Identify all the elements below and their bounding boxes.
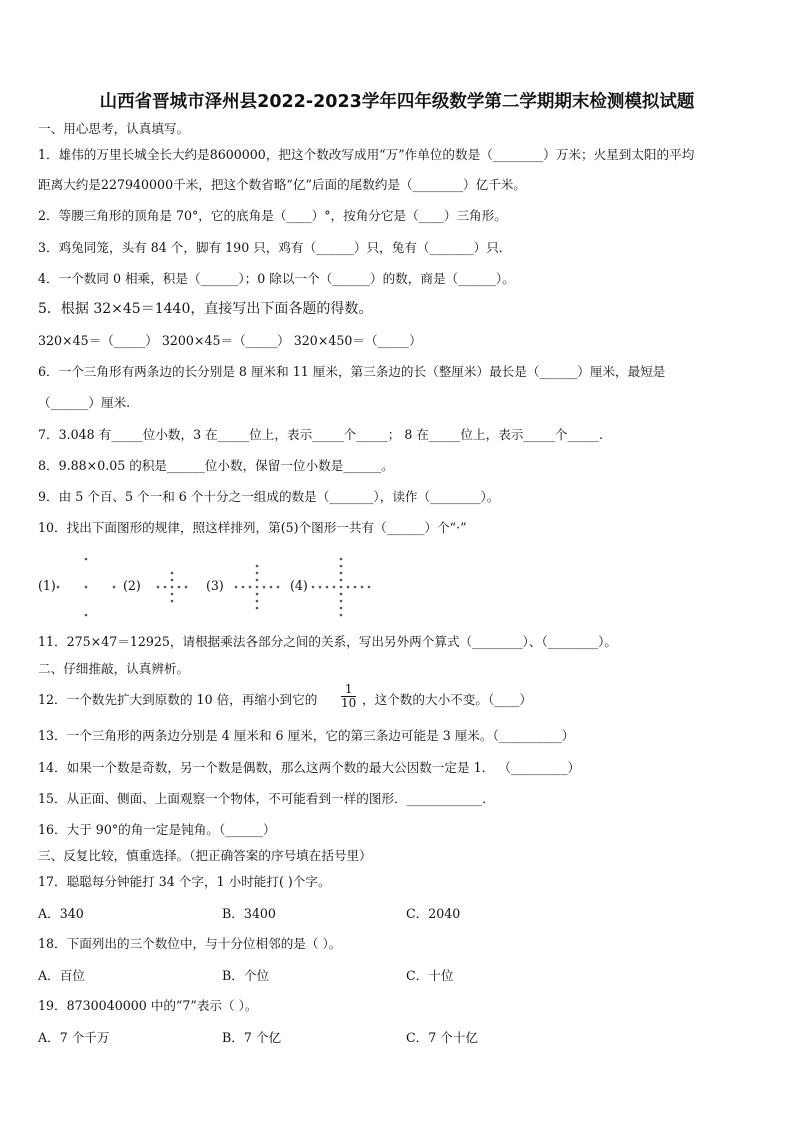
pattern-dot bbox=[164, 586, 167, 589]
pattern-dot bbox=[340, 572, 343, 575]
pattern-dot bbox=[270, 586, 273, 589]
pattern-dot bbox=[354, 586, 357, 589]
question-19-option-b[interactable]: B．7 个亿 bbox=[222, 1030, 282, 1045]
question-16: 16．大于 90°的角一定是钝角。（______） bbox=[38, 822, 276, 837]
pattern-dot bbox=[340, 558, 343, 561]
pattern-dot bbox=[242, 586, 245, 589]
pattern-dot bbox=[171, 593, 174, 596]
question-18-option-c[interactable]: C．十位 bbox=[406, 968, 454, 983]
question-12-text: 12．一个数先扩大到原数的 10 倍，再缩小到它的 bbox=[38, 692, 318, 707]
fraction-one-tenth bbox=[341, 683, 356, 710]
fraction-numerator: 1 bbox=[341, 683, 356, 697]
pattern-dot bbox=[319, 586, 322, 589]
pattern-dot bbox=[340, 565, 343, 568]
pattern-dot bbox=[340, 586, 343, 589]
pattern-dot bbox=[256, 607, 259, 610]
question-1-line-2: 距离大约是227940000千米，把这个数省略“亿”后面的尾数约是（________）亿千米。 bbox=[38, 177, 526, 192]
pattern-dot bbox=[256, 600, 259, 603]
question-5-line-2: 320×45＝（_____） 3200×45＝（_____） 320×450＝（_____） bbox=[38, 333, 422, 348]
question-9: 9．由 5 个百、5 个一和 6 个十分之一组成的数是（_______），读作（________）。 bbox=[38, 489, 500, 504]
question-15: 15．从正面、侧面、上面观察一个物体，不可能看到一样的图形．____________． bbox=[38, 791, 495, 806]
question-12-tail: ，这个数的大小不变。（____） bbox=[362, 692, 533, 707]
fraction-denominator: 10 bbox=[341, 696, 357, 710]
pattern-dot bbox=[340, 600, 343, 603]
question-17-option-a[interactable]: A．340 bbox=[38, 906, 84, 921]
pattern-dot bbox=[171, 572, 174, 575]
question-19-option-a[interactable]: A．7 个千万 bbox=[38, 1030, 110, 1045]
question-17: 17．聪聪每分钟能打 34 个字，1 小时能打( )个字。 bbox=[38, 874, 331, 889]
pattern-dot bbox=[340, 614, 343, 617]
pattern-dot bbox=[235, 586, 238, 589]
question-3: 3．鸡兔同笼，头有 84 个，脚有 190 只，鸡有（______）只，兔有（_______）只． bbox=[38, 240, 512, 255]
pattern-dot bbox=[249, 586, 252, 589]
pattern-dot bbox=[361, 586, 364, 589]
pattern-dot bbox=[368, 586, 371, 589]
question-14: 14．如果一个数是奇数，另一个数是偶数，那么这两个数的最大公因数一定是 1． （_________） bbox=[38, 760, 581, 775]
pattern-dot bbox=[57, 586, 60, 589]
pattern-label-1: (1) bbox=[38, 578, 56, 593]
section-heading-3: 三、反复比较，慎重选择。（把正确答案的序号填在括号里） bbox=[38, 848, 372, 863]
pattern-dot bbox=[340, 579, 343, 582]
question-4: 4．一个数同 0 相乘，积是（______）；0 除以一个（______）的数，商是（______）。 bbox=[38, 271, 515, 286]
pattern-dot bbox=[171, 579, 174, 582]
question-1-line-1: 1．雄伟的万里长城全长大约是8600000，把这个数改写成用“万”作单位的数是（________）万米；火星到太阳的平均 bbox=[38, 147, 695, 162]
question-18-option-a[interactable]: A．百位 bbox=[38, 968, 85, 983]
question-17-option-c[interactable]: C．2040 bbox=[406, 906, 461, 921]
pattern-dot bbox=[263, 586, 266, 589]
pattern-dot bbox=[256, 586, 259, 589]
question-18-option-b[interactable]: B．个位 bbox=[222, 968, 270, 983]
question-8: 8．9.88×0.05 的积是______位小数，保留一位小数是______。 bbox=[38, 458, 394, 473]
question-6-line-2: （______）厘米. bbox=[38, 395, 131, 410]
pattern-dot bbox=[312, 586, 315, 589]
question-17-option-b[interactable]: B．3400 bbox=[222, 906, 276, 921]
question-5-line-1: 5．根据 32×45＝1440，直接写出下面各题的得数。 bbox=[38, 301, 373, 317]
pattern-dot bbox=[326, 586, 329, 589]
pattern-label-3: (3) bbox=[206, 578, 224, 593]
pattern-dot bbox=[256, 579, 259, 582]
pattern-dot bbox=[333, 586, 336, 589]
pattern-label-2: (2) bbox=[123, 578, 141, 593]
pattern-dot bbox=[113, 586, 116, 589]
pattern-dot bbox=[85, 586, 88, 589]
question-19-option-c[interactable]: C．7 个十亿 bbox=[406, 1030, 479, 1045]
section-heading-1: 一、用心思考，认真填写。 bbox=[38, 121, 190, 136]
pattern-label-4: (4) bbox=[290, 578, 308, 593]
pattern-dot bbox=[178, 586, 181, 589]
question-6-line-1: 6．一个三角形有两条边的长分别是 8 厘米和 11 厘米，第三条边的长（整厘米）最长是（______）厘米，最短是 bbox=[38, 364, 666, 379]
page-title: 山西省晋城市泽州县2022-2023学年四年级数学第二学期期末检测模拟试题 bbox=[99, 92, 695, 112]
question-10: 10．找出下面图形的规律，照这样排列，第(5)个图形一共有（______）个“·” bbox=[38, 520, 467, 535]
question-13: 13．一个三角形的两条边分别是 4 厘米和 6 厘米，它的第三条边可能是 3 厘米。（__________） bbox=[38, 728, 575, 743]
question-2: 2．等腰三角形的顶角是 70°，它的底角是（____）°，按角分它是（____）三角形。 bbox=[38, 208, 507, 223]
pattern-dot bbox=[256, 572, 259, 575]
pattern-dot bbox=[256, 565, 259, 568]
pattern-dot bbox=[340, 593, 343, 596]
pattern-dot bbox=[171, 600, 174, 603]
pattern-dot bbox=[85, 558, 88, 561]
pattern-dot bbox=[85, 614, 88, 617]
pattern-dot bbox=[347, 586, 350, 589]
pattern-dot bbox=[277, 586, 280, 589]
pattern-dot bbox=[157, 586, 160, 589]
pattern-dot bbox=[256, 593, 259, 596]
question-19: 19．8730040000 中的“7”表示（ ）。 bbox=[38, 998, 258, 1013]
section-heading-2: 二、仔细推敲，认真辨析。 bbox=[38, 661, 190, 676]
question-7: 7．3.048 有_____位小数，3 在_____位上，表示_____个_____； 8 在_____位上，表示_____个_____. bbox=[38, 427, 603, 442]
pattern-dot bbox=[185, 586, 188, 589]
pattern-dot bbox=[340, 607, 343, 610]
question-11: 11．275×47＝12925，请根据乘法各部分之间的关系，写出另外两个算式（________）、（________）。 bbox=[38, 634, 617, 649]
question-18: 18．下面列出的三个数位中，与十分位相邻的是（ ）。 bbox=[38, 936, 342, 951]
pattern-dot bbox=[171, 586, 174, 589]
